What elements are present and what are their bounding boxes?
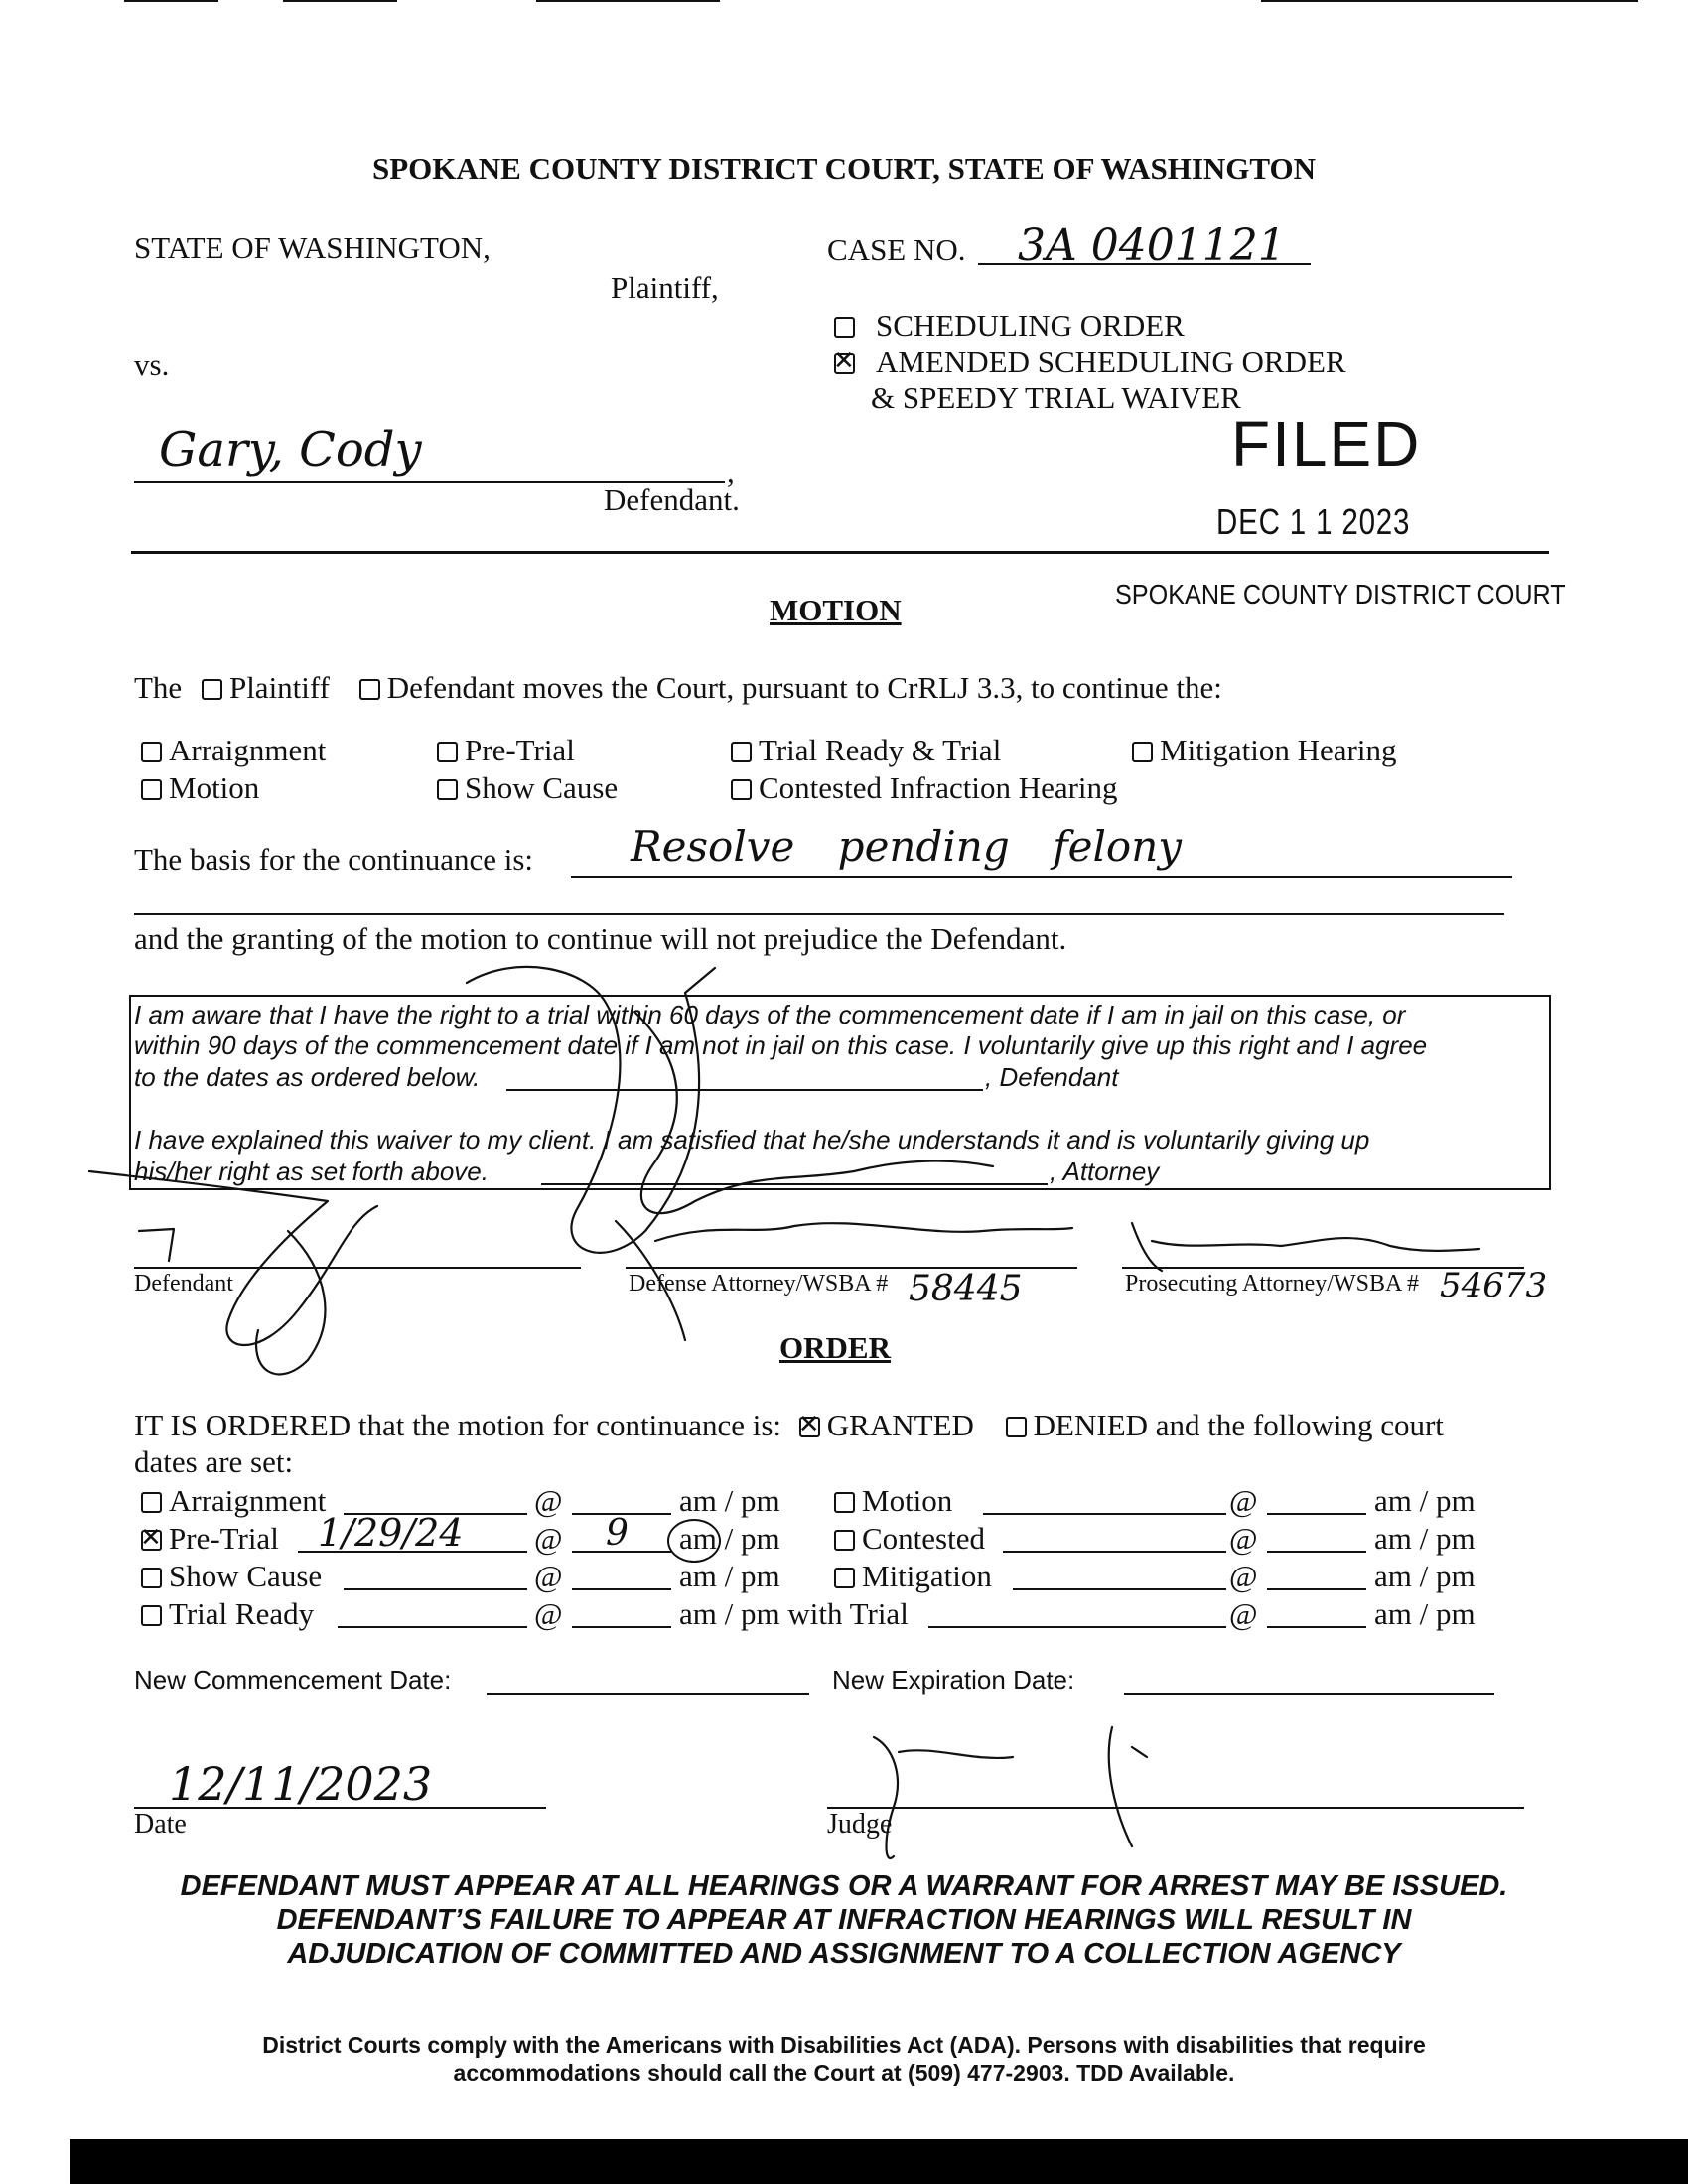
order-trial-ready-ampm: am / pm with Trial bbox=[679, 1596, 909, 1631]
hearing-show-cause-label: Show Cause bbox=[465, 770, 619, 805]
order-pretrial-label: Pre-Trial bbox=[169, 1521, 279, 1556]
denied-checkbox bbox=[1006, 1417, 1027, 1437]
warning-line-3: ADJUDICATION OF COMMITTED AND ASSIGNMENT TO A COLLECTION AGENCY bbox=[287, 1938, 1401, 1970]
scan-bottom-bar bbox=[70, 2139, 1688, 2184]
order-trial-ready-at: @ bbox=[534, 1596, 563, 1631]
order-contested bbox=[834, 1521, 985, 1557]
order-text-end: dates are set: bbox=[134, 1444, 294, 1479]
waiver-line-1: I am aware that I have the right to a trial within 60 days of the commencement date if I am in jail on this case, or bbox=[134, 1000, 1406, 1029]
order-trial-ready-checkbox bbox=[141, 1605, 162, 1626]
order-motion bbox=[834, 1483, 952, 1519]
order-mitigation-checkbox bbox=[834, 1568, 855, 1588]
case-no-value: 3A 0401121 bbox=[1018, 220, 1286, 271]
granted-label: GRANTED bbox=[826, 1408, 974, 1442]
filed-stamp-date: DEC 1 1 2023 bbox=[1216, 501, 1411, 542]
filed-stamp-court: SPOKANE COUNTY DISTRICT COURT bbox=[1115, 579, 1566, 610]
granted-checkbox bbox=[799, 1417, 820, 1437]
order-text-start: IT IS ORDERED that the motion for continuance is: bbox=[134, 1408, 782, 1442]
date-label: Date bbox=[134, 1809, 187, 1840]
order-show-cause-at: @ bbox=[534, 1559, 563, 1593]
order-type-sub: & SPEEDY TRIAL WAIVER bbox=[871, 380, 1241, 415]
order-motion-at: @ bbox=[1229, 1483, 1258, 1518]
order-trial-at: @ bbox=[1229, 1596, 1258, 1631]
ada-line-2: accommodations should call the Court at (509) 477-2903. TDD Available. bbox=[453, 2060, 1235, 2086]
warning-line-2: DEFENDANT’S FAILURE TO APPEAR AT INFRACTION HEARINGS WILL RESULT IN bbox=[276, 1904, 1412, 1936]
order-heading: ORDER bbox=[779, 1330, 891, 1365]
order-mitigation-label: Mitigation bbox=[862, 1559, 992, 1593]
waiver-defendant-suffix: , Defendant bbox=[985, 1062, 1119, 1092]
waiver-attorney-line-2: his/her right as set forth above. bbox=[134, 1157, 489, 1186]
motion-intro: The bbox=[134, 670, 183, 705]
defense-wsba-number: 58445 bbox=[909, 1269, 1023, 1309]
commencement-label: New Commencement Date: bbox=[134, 1665, 452, 1695]
order-arraignment-at: @ bbox=[534, 1483, 563, 1518]
order-type-amended-label: AMENDED SCHEDULING ORDER bbox=[876, 344, 1346, 379]
order-motion-label: Motion bbox=[862, 1483, 953, 1518]
defendant-label: Defendant. bbox=[604, 482, 740, 517]
order-pretrial bbox=[141, 1521, 279, 1557]
order-contested-label: Contested bbox=[862, 1521, 985, 1556]
hearing-mitigation-label: Mitigation Hearing bbox=[1160, 733, 1397, 767]
order-arraignment-checkbox bbox=[141, 1492, 162, 1513]
vs-label: vs. bbox=[134, 347, 170, 382]
order-trial-ready bbox=[141, 1596, 314, 1632]
order-type-scheduling-label: SCHEDULING ORDER bbox=[876, 308, 1185, 342]
waiver-attorney-line-1: I have explained this waiver to my client. I am satisfied that he/she understands it and is voluntarily giving up bbox=[134, 1125, 1370, 1155]
plaintiff-label: Plaintiff, bbox=[611, 270, 719, 305]
order-trial-ready-label: Trial Ready bbox=[169, 1596, 315, 1631]
order-pretrial-checkbox bbox=[141, 1530, 162, 1551]
signed-date: 12/11/2023 bbox=[169, 1757, 433, 1811]
ada-line-1: District Courts comply with the Americans with Disabilities Act (ADA). Persons with disabilities that require bbox=[262, 2032, 1426, 2058]
waiver-attorney-suffix: , Attorney bbox=[1050, 1157, 1160, 1186]
order-arraignment-ampm: am / pm bbox=[679, 1483, 780, 1518]
order-mitigation-ampm: am / pm bbox=[1374, 1559, 1476, 1593]
order-motion-ampm: am / pm bbox=[1374, 1483, 1476, 1518]
filed-stamp-word: FILED bbox=[1231, 408, 1422, 479]
order-show-cause-label: Show Cause bbox=[169, 1559, 323, 1593]
order-show-cause-checkbox bbox=[141, 1568, 162, 1588]
order-show-cause bbox=[141, 1559, 322, 1594]
order-mitigation-at: @ bbox=[1229, 1559, 1258, 1593]
judge-label: Judge bbox=[827, 1809, 893, 1840]
prosecuting-wsba-number: 54673 bbox=[1440, 1266, 1548, 1305]
hearing-arraignment-label: Arraignment bbox=[169, 733, 327, 767]
no-prejudice-text: and the granting of the motion to continue will not prejudice the Defendant. bbox=[134, 921, 1067, 956]
order-arraignment-label: Arraignment bbox=[169, 1483, 327, 1518]
defendant-name: Gary, Cody bbox=[159, 422, 422, 478]
expiration-label: New Expiration Date: bbox=[832, 1665, 1075, 1695]
court-title: SPOKANE COUNTY DISTRICT COURT, STATE OF WASHINGTON bbox=[371, 151, 1317, 186]
hearing-pretrial-label: Pre-Trial bbox=[465, 733, 575, 767]
defendant-signature-label: Defendant bbox=[134, 1271, 233, 1297]
plaintiff-option: Plaintiff bbox=[228, 670, 330, 705]
order-show-cause-ampm: am / pm bbox=[679, 1559, 780, 1593]
waiver-line-2: within 90 days of the commencement date if I am not in jail on this case. I voluntarily give up this right and I agree bbox=[134, 1030, 1428, 1060]
hearing-trial-ready-label: Trial Ready & Trial bbox=[759, 733, 1002, 767]
prosecuting-attorney-label: Prosecuting Attorney/WSBA # bbox=[1125, 1271, 1419, 1297]
waiver-line-3: to the dates as ordered below. bbox=[134, 1062, 481, 1092]
order-trial-ampm: am / pm bbox=[1374, 1596, 1476, 1631]
basis-value: Resolve pending felony bbox=[631, 822, 1182, 871]
order-pretrial-at: @ bbox=[534, 1521, 563, 1556]
case-no-label: CASE NO. bbox=[827, 232, 966, 267]
plaintiff-name: STATE OF WASHINGTON, bbox=[134, 230, 491, 265]
order-contested-ampm: am / pm bbox=[1374, 1521, 1476, 1556]
order-contested-at: @ bbox=[1229, 1521, 1258, 1556]
defense-attorney-label: Defense Attorney/WSBA # bbox=[629, 1271, 889, 1297]
defendant-option: Defendant moves the Court, pursuant to CrRLJ 3.3, to continue the: bbox=[386, 670, 1222, 705]
order-mitigation bbox=[834, 1559, 992, 1594]
order-contested-checkbox bbox=[834, 1530, 855, 1551]
defendant-name-comma: , bbox=[727, 455, 735, 489]
hearing-contested-label: Contested Infraction Hearing bbox=[759, 770, 1118, 805]
order-pretrial-time: 9 bbox=[606, 1513, 629, 1554]
hearing-motion-label: Motion bbox=[169, 770, 260, 805]
order-motion-checkbox bbox=[834, 1492, 855, 1513]
order-text-line bbox=[134, 1408, 1444, 1443]
basis-label: The basis for the continuance is: bbox=[134, 842, 534, 877]
order-pretrial-date: 1/29/24 bbox=[318, 1511, 464, 1555]
warning-line-1: DEFENDANT MUST APPEAR AT ALL HEARINGS OR A WARRANT FOR ARREST MAY BE ISSUED. bbox=[180, 1870, 1508, 1902]
denied-label: DENIED and the following court bbox=[1033, 1408, 1444, 1442]
order-pretrial-ampm: am / pm bbox=[679, 1521, 780, 1556]
order-arraignment bbox=[141, 1483, 326, 1519]
motion-heading: MOTION bbox=[770, 593, 902, 627]
